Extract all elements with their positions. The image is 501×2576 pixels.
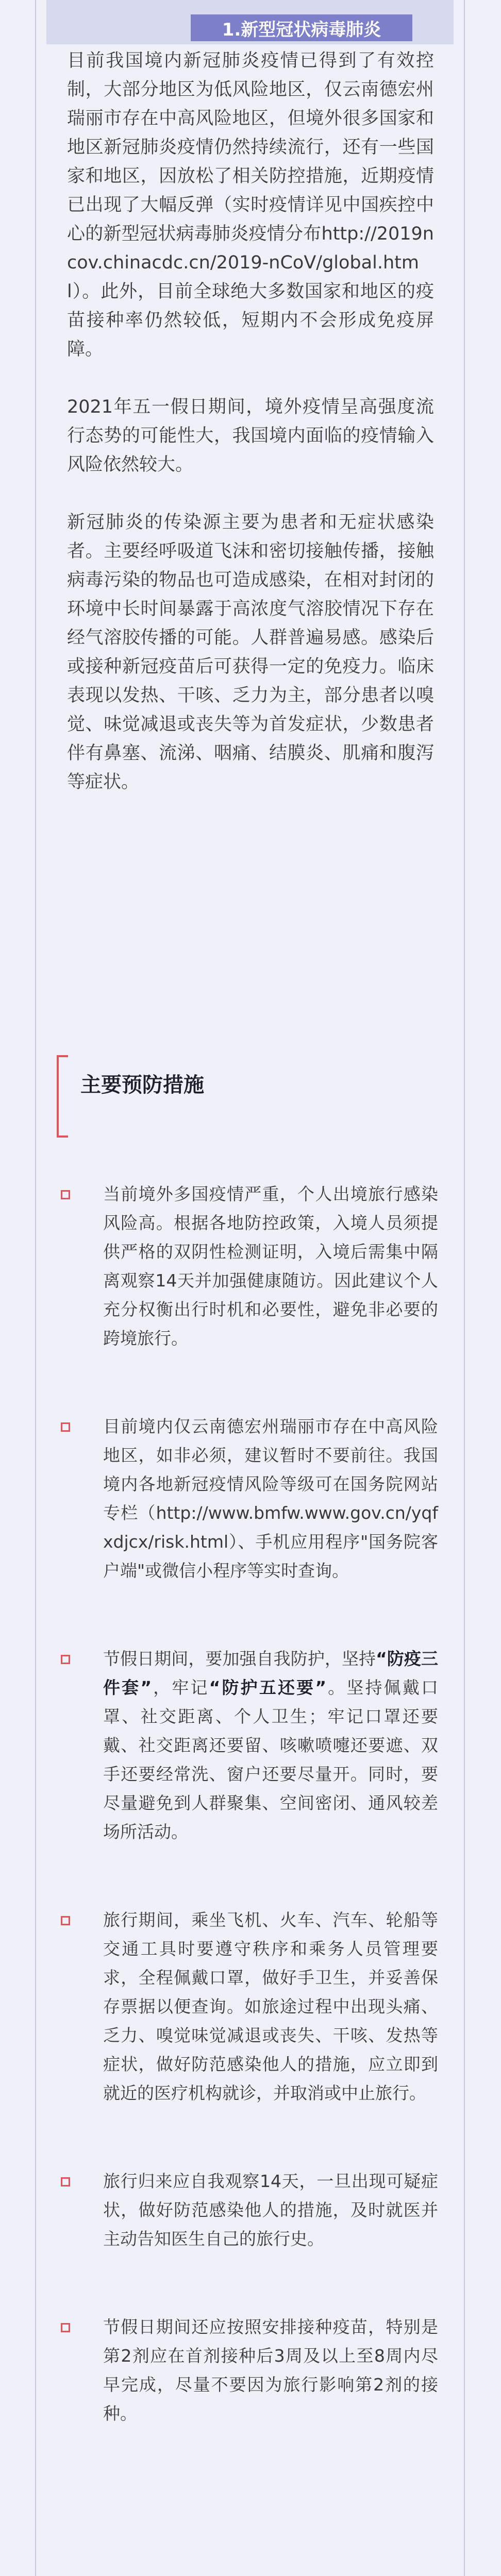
section-header [46,0,454,44]
measure-text: 旅行期间，乘坐飞机、火车、汽车、轮船等交通工具时要遵守秩序和乘务人员管理要求，全程佩戴口罩，做好手卫生，并妥善保存票据以便查询。如旅途过程中出现头痛、乏力、嗅觉味觉减退或丧失、干咳、发热等症状，做好防范感染他人的措施，应立即到就近的医疗机构就诊，并取消或中止旅行。 [103,1910,438,2103]
measure-text-suffix: 。坚持佩戴口罩、社交距离、个人卫生；牢记口罩还要戴、社交距离还要留、咳嗽喷嚏还要遮、双手还要经常洗、窗户还要尽量开。同时，要尽量避免到人群聚集、空间密闭、通风较差场所活动。 [103,1677,439,1842]
measures-list [57,1180,438,2487]
measure-text: 当前境外多国疫情严重，个人出境旅行感染风险高。根据各地防控政策，入境人员须提供严格的双阴性检测证明，入境后需集中隔离观察14天并加强健康随访。因此建议个人充分权衡出行时机和必要性，避免非必要的跨境旅行。 [103,1184,438,1348]
measure-text: 旅行归来应自我观察14天，一旦出现可疑症状，做好防范感染他人的措施，及时就医并主动告知医生自己的旅行史。 [103,2171,438,2249]
paragraph-situation: 目前我国境内新冠肺炎疫情已得到了有效控制，大部分地区为低风险地区，仅云南德宏州瑞丽市存在中高风险地区，但境外很多国家和地区新冠肺炎疫情仍然持续流行，还有一些国家和地区，因放松了相关防控措施，近期疫情已出现了大幅反弹（实时疫情详见中国疾控中心的新型冠状病毒肺炎疫情分布http://2019ncov.chinacdc.cn/2019-nCoV/global.html）。此外，目前全球绝大多数国家和地区的疫苗接种率仍然较低，短期内不会形成免疫屏障。 [67,50,434,360]
section-title: 1.新型冠状病毒肺炎 [191,14,412,41]
paragraph-holiday-risk: 2021年五一假日期间，境外疫情呈高强度流行态势的可能性大，我国境内面临的疫情输入风险依然较大。 [67,397,434,475]
measure-highlight: “防护五还要” [209,1677,327,1698]
measures-heading [57,1055,366,1138]
list-item [57,1412,438,1585]
measure-text [103,1645,438,1846]
list-item [57,2167,438,2253]
square-bullet-icon [61,1422,70,1432]
heading-bracket-icon [57,1055,68,1138]
measure-text-prefix: 节假日期间，要加强自我防护，坚持 [103,1649,376,1669]
measure-highlight: “防疫三件套” [103,1649,438,1698]
square-bullet-icon [61,2323,70,2332]
square-bullet-icon [61,1916,70,1925]
list-item [57,1180,438,1353]
paragraph-transmission: 新冠肺炎的传染源主要为患者和无症状感染者。主要经呼吸道飞沫和密切接触传播，接触病毒污染的物品也可造成感染，在相对封闭的环境中长时间暴露于高浓度气溶胶情况下存在经气溶胶传播的可能。人群普遍易感。感染后或接种新冠疫苗后可获得一定的免疫力。临床表现以发热、干咳、乏力为主，部分患者以嗅觉、味觉减退或丧失等为首发症状，少数患者伴有鼻塞、流涕、咽痛、结膜炎、肌痛和腹泻等症状。 [67,512,434,792]
square-bullet-icon [61,1655,70,1664]
measure-text: 目前境内仅云南德宏州瑞丽市存在中高风险地区，如非必须，建议暂时不要前往。我国境内各地新冠疫情风险等级可在国务院网站专栏（http://www.bmfw.www.gov.cn/yqfxdjcx/risk.html）、手机应用程序"国务院客户端"或微信小程序等实时查询。 [103,1416,438,1581]
list-item [57,1645,438,1846]
measures-heading-title: 主要预防措施 [80,1073,204,1097]
list-item [57,2313,438,2428]
measure-text-middle: ，牢记 [152,1677,209,1698]
square-bullet-icon [61,2177,70,2187]
measure-text: 节假日期间还应按照安排接种疫苗，特别是第2剂应在首剂接种后3周及以上至8周内尽早完成，尽量不要因为旅行影响第2剂的接种。 [103,2317,438,2424]
intro-paragraphs [67,46,434,825]
square-bullet-icon [61,1190,70,1199]
list-item [57,1906,438,2108]
